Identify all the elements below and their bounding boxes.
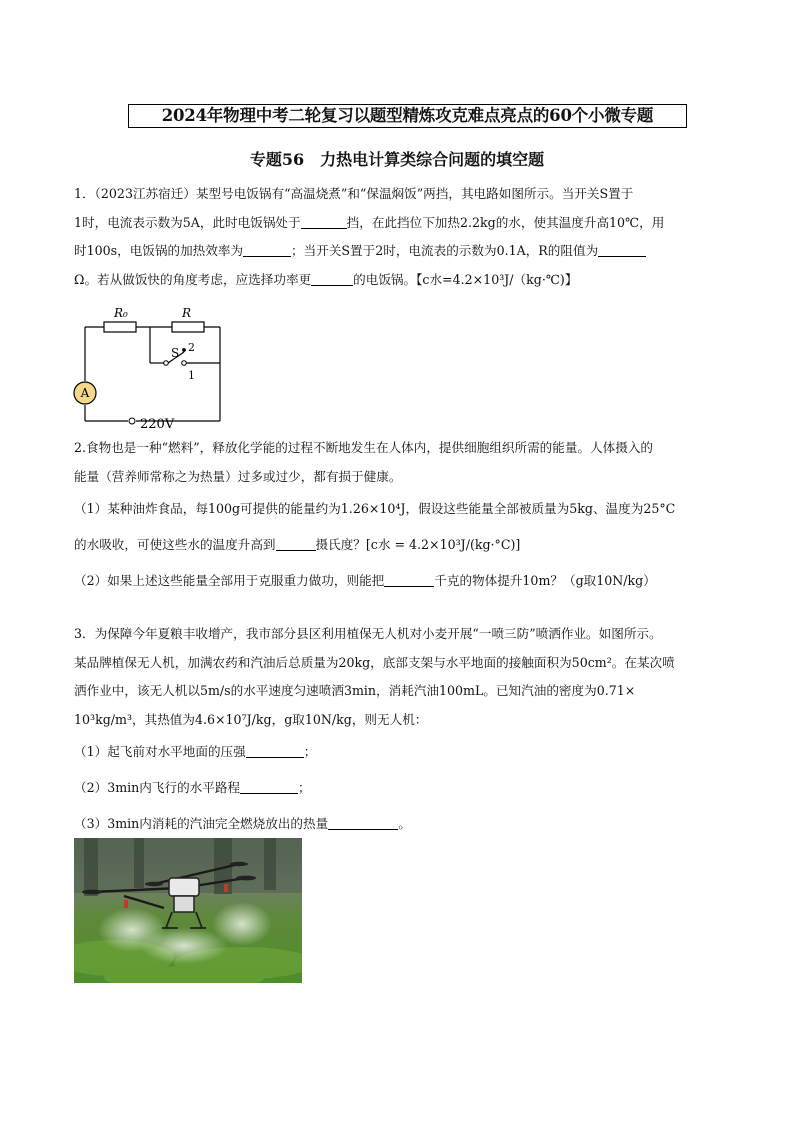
q3-sub-3 [74,806,724,842]
q1-line-4 [74,266,724,295]
q2-part-1-line-1: （1）某种油炸食品，每100g可提供的能量约为1.26×10⁴J，假设这些能量全部被质量为5kg、温度为25°C [74,501,676,516]
switch-pos-1: 1 [188,369,195,382]
circuit-diagram [70,303,240,435]
q3-text: （3）3min内消耗的汽油完全燃烧放出的热量 [74,816,329,831]
q2-text: 的水吸收，可使这些水的温度升高到 [74,537,276,552]
q3-line-2: 某品牌植保无人机，加满农药和汽油后总质量为20kg，底部支架与水平地面的接触面积为50cm²。在某次喷 [74,654,675,670]
q3-text: ； [303,744,317,759]
q1-text: 1时，电流表示数为5A，此时电饭锅处于 [74,214,301,230]
q2-text: 千克的物体提升10m？（g取10N/kg） [434,573,656,588]
q3-sub-2 [74,770,724,806]
resistor-r [172,322,204,332]
answer-blank [328,815,398,830]
q3-text: 。 [398,816,411,831]
answer-blank [384,572,434,587]
voltage-label: 220V [140,417,175,432]
q3-text: ； [298,780,311,795]
q1-text: Ω。若从做饭快的角度考虑，应选择功率更 [74,271,312,287]
q3-line-4: 10³kg/m³，其热值为4.6×10⁷J/kg，g取10N/kg，则无人机： [74,711,428,727]
q2-text: （2）如果上述这些能量全部用于克服重力做功，则能把 [74,573,385,588]
ammeter-label: A [80,386,90,400]
answer-blank [311,271,353,286]
q3-text: （1）起飞前对水平地面的压强 [74,744,246,759]
q1-line-3 [74,237,724,266]
answer-blank [301,214,347,229]
q2-intro-line-2: 能量（营养师常称之为热量）过多或过少，都有损于健康。 [74,468,402,484]
answer-blank [243,242,291,257]
q2-intro-line-1: 2.食物也是一种“燃料”，释放化学能的过程不断地发生在人体内，提供细胞组织所需的能量。人体摄入的 [74,440,654,455]
q1-text: 的电饭锅。【c水=4.2×10³J/（kg·℃)】 [353,271,578,287]
r0-label: R₀ [114,306,128,320]
question-2 [74,434,724,599]
q2-part-2 [74,563,724,599]
q2-text: 摄氏度？[c水 = 4.2×10³J/(kg·°C)] [315,537,521,552]
q3-line-3: 洒作业中，该无人机以5m/s的水平速度匀速喷洒3min，消耗汽油100mL。已知汽油的密度为0.71× [74,683,636,698]
series-title: 2024年物理中考二轮复习以题型精炼攻克难点亮点的60个小微专题 [128,104,687,128]
q1-text: ；当开关S置于2时，电流表的示数为0.1A，R的阻值为 [291,243,599,258]
answer-blank [246,743,304,758]
q1-line-1: 1．（2023江苏宿迁）某型号电饭锅有“高温烧煮”和“保温焖饭”两挡，其电路如图所示。当开关S置于 [74,186,634,201]
q1-text: 挡，在此挡位下加热2.2kg的水，使其温度升高10℃，用 [346,214,665,230]
drone-spraying-photo [74,838,302,983]
q3-text: （2）3min内飞行的水平路程 [74,780,241,795]
q1-text: 时100s，电饭锅的加热效率为 [74,243,244,258]
question-1 [74,180,724,294]
switch-pos-2: 2 [188,341,195,354]
r-label: R [182,306,192,320]
question-3 [74,620,724,842]
switch-label: S [171,346,180,360]
q2-part-1-line-2 [74,527,724,563]
resistor-r0 [104,322,136,332]
answer-blank [276,536,316,551]
q1-line-2 [74,209,724,238]
q3-line-1: 3．为保障今年夏粮丰收增产，我市部分县区利用植保无人机对小麦开展“一喷三防”喷洒作业。如图所示。 [74,626,662,641]
answer-blank [240,779,298,794]
q3-sub-1 [74,734,724,770]
topic-title: 专题56 力热电计算类综合问题的填空题 [249,150,545,169]
answer-blank [598,242,646,257]
